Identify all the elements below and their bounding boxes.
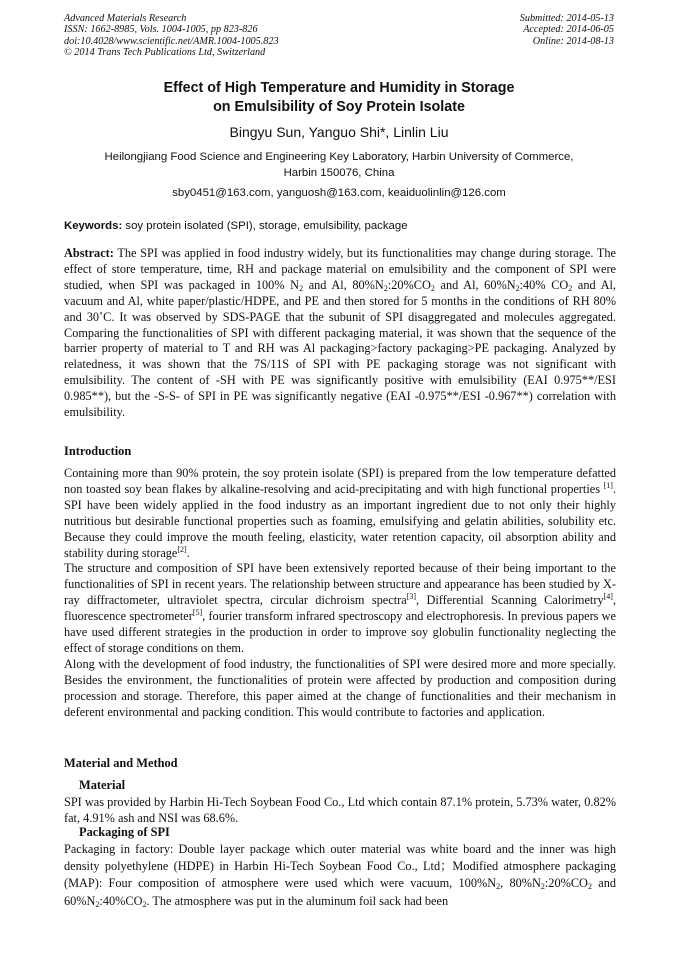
affiliation-line-2: Harbin 150076, China	[283, 167, 395, 179]
keywords	[64, 219, 616, 234]
material-body: SPI was provided by Harbin Hi-Tech Soybean Food Co., Ltd which contain 87.1% protein, 5.73% water, 0.82% fat, 4.91% ash and NSI was 68.6%.	[64, 795, 616, 825]
introduction-body	[64, 466, 616, 721]
abstract: Abstract: The SPI was applied in food industry widely, but its functionalities may change during storage. The effect of store temperature, time, RH and package material on emulsibility and the component of SPI were studied, when SPI was packaged in 100% $N_2$ and Al, $80\%N_2:20\%CO_2$ and Al, $60\%N_2:40\%$ $CO_2$ and Al, vacuum and Al, white paper/plastic/HDPE, and PE and then stored for 5 months in the conditions of RH 80% and 30˚C. It was observed by SDS-PAGE that the subunit of SPI disaggregated and molecules aggregated. Comparing the functionalities of SPI with different packaging material, it was shown that the sequence of the barrier property of material to T and RH was Al packaging>factory packaging>PE packaging. Analyzed by relatedness, it was shown that the 7S/11S of SPI with PE packaging storage was not significant with emulsibility. The content of -SH with PE was significantly positive with emulsibility (EAI 0.975**/ESI 0.985**), but the -S-S- of SPI in PE was significantly negative (EAI -0.975**/ESI -0.967**) correlation with emulsibility.	[64, 246, 616, 420]
citation-4[interactable]: [4]	[603, 592, 613, 602]
citation-1[interactable]: [1]	[603, 480, 613, 490]
author-emails: sby0451@163.com, yanguosh@163.com, keaiduolinlin@126.com	[172, 187, 506, 199]
journal-name: Advanced Materials Research	[64, 13, 187, 24]
keywords-text: soy protein isolated (SPI), storage, emulsibility, package	[125, 220, 408, 232]
title-line-1: Effect of High Temperature and Humidity in Storage	[163, 80, 515, 96]
online-date: Online: 2014-08-13	[532, 35, 614, 47]
methods-heading: Material and Method	[64, 756, 178, 770]
introduction-heading: Introduction	[64, 444, 132, 458]
paper-title	[40, 79, 638, 117]
citation-2[interactable]: [2]	[177, 544, 187, 554]
packaging-subheading: Packaging of SPI	[79, 825, 170, 839]
citation-3[interactable]: [3]	[406, 592, 417, 602]
abstract-label: Abstract:	[64, 246, 114, 260]
submitted-date: Submitted: 2014-05-13	[519, 13, 614, 24]
accepted-date: Accepted: 2014-06-05	[523, 24, 614, 36]
intro-paragraph-2: The structure and composition of SPI have been extensively reported because of their being important to the functionalities of SPI in recent years. The relationship between structure and appearance has been studied by X-ray diffractometer, ultraviolet spectra, circular dichroism spectra[3], Differential Scanning Calorimetry[4], fluorescence spectrometer[5], fourier transform infrared spectroscopy and electrophoresis. In previous papers we have used different strategies in the production in order to improve soy globulin functionality neglecting the effect of storage conditions on them.	[64, 561, 617, 655]
doi-line: doi:10.4028/www.scientific.net/AMR.1004-1005.823	[64, 35, 279, 47]
dates-header	[520, 13, 614, 47]
material-subheading: Material	[79, 778, 126, 792]
issn-line: ISSN: 1662-8985, Vols. 1004-1005, pp 823-826	[64, 24, 258, 36]
packaging-body: Packaging in factory: Double layer package which outer material was white board and the inner was high density polyethylene (HDPE) in Harbin Hi-Tech Soybean Food Co., Ltd；Modified atmosphere packaging (MAP): Four composition of atmosphere were used which were vacuum, $100\%N_2$, $80\%N_2:20\%CO_2$ and $60\%N_2:40\%CO_2$. The atmosphere was put in the aluminum foil sack had been	[64, 842, 616, 909]
title-line-2: on Emulsibility of Soy Protein Isolate	[213, 99, 465, 115]
copyright-line: © 2014 Trans Tech Publications Ltd, Switzerland	[64, 47, 266, 59]
affiliation-line-1: Heilongjiang Food Science and Engineering Key Laboratory, Harbin University of Commerce,	[104, 151, 574, 163]
intro-paragraph-1: Containing more than 90% protein, the soy protein isolate (SPI) is prepared from the low temperature defatted non toasted soy bean flakes by alkaline-resolving and acid-precipitating and with high functional properties [1]. SPI have been widely applied in the food industry as an important ingredient due to not only their highly nutritious but desirable functional properties such as foaming, emulsifying and gelatin abilities, solubility etc. Because they could improve the mouth feeling, elasticity, water retention capacity, oil absorption ability and stability during storage[2].	[64, 466, 616, 560]
journal-header	[64, 13, 279, 59]
affiliation	[60, 149, 618, 181]
citation-5[interactable]: [5]	[192, 608, 203, 618]
authors: Bingyu Sun, Yanguo Shi*, Linlin Liu	[229, 124, 449, 140]
keywords-label: Keywords:	[64, 220, 123, 232]
intro-paragraph-3: Along with the development of food industry, the functionalities of SPI were desired more and more specially. Besides the environment, the functionalities of protein were affected by production and composition during procession and storage. Therefore, this paper aimed at the change of functionalities and their mechanism in deferent environmental and packing condition. This would contribute to factories and application.	[64, 656, 616, 719]
